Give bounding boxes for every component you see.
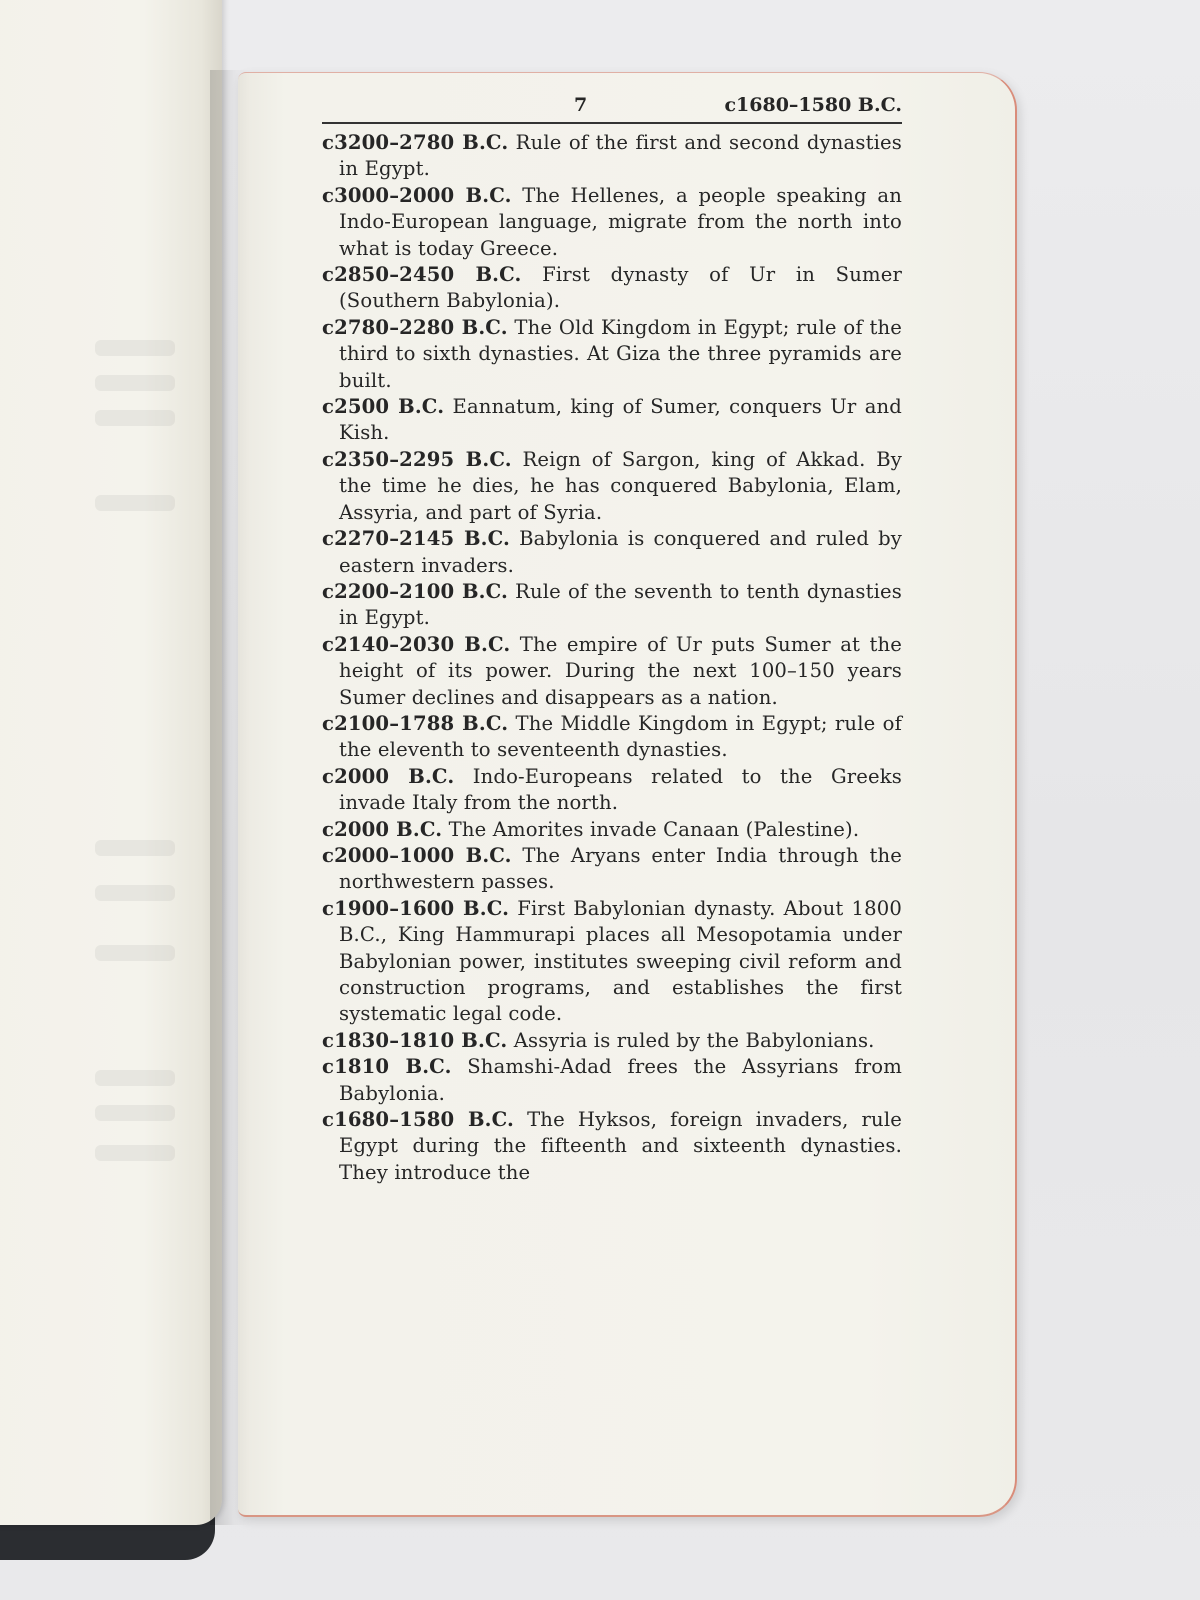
timeline-entry [322, 183, 902, 262]
timeline-entry [322, 526, 902, 579]
entry-date: c2270–2145 B.C. [322, 527, 510, 551]
entry-text: The Old Kingdom in Egypt; rule of the third to sixth dynasties. At Giza the three pyramids are built. [339, 315, 902, 392]
entry-text: The Hellenes, a people speaking an Indo-European language, migrate from the north into what is today Greece. [339, 183, 902, 260]
entry-date: c2500 B.C. [322, 395, 445, 419]
entry-text: First Babylonian dynasty. About 1800 B.C., King Hammurapi places all Mesopotamia under Babylonian power, institutes sweeping civil reform and construction programs, and establishes the first systematic legal code. [339, 896, 903, 1026]
entry-text: Rule of the first and second dynasties in Egypt. [339, 131, 902, 181]
entry-date: c2100–1788 B.C. [322, 711, 509, 735]
show-through-text [95, 1070, 175, 1086]
entry-date: c2000 B.C. [322, 817, 443, 841]
entry-text: Shamshi-Adad frees the Assyrians from Babylonia. [339, 1055, 902, 1105]
entry-text: Reign of Sargon, king of Akkad. By the time he dies, he has conquered Babylonia, Elam, Assyria, and part of Syria. [339, 447, 902, 524]
show-through-text [95, 1105, 175, 1121]
entry-text: The Hyksos, foreign invaders, rule Egypt during the fifteenth and sixteenth dynasties. They introduce the [339, 1108, 902, 1184]
timeline-entry [322, 130, 902, 183]
timeline-entry [322, 262, 902, 315]
timeline-entry [322, 1107, 902, 1186]
timeline-entry [322, 579, 902, 632]
entry-date: c1830–1810 B.C. [322, 1028, 508, 1052]
show-through-text [95, 840, 175, 856]
timeline-entry [322, 1054, 902, 1107]
timeline-entry [322, 1028, 902, 1054]
timeline-entry [322, 711, 902, 764]
entry-date: c2000–1000 B.C. [322, 843, 512, 867]
timeline-entry [322, 843, 902, 896]
page-gutter-shadow [210, 70, 250, 1525]
entry-text: Babylonia is conquered and ruled by eastern invaders. [339, 527, 902, 577]
timeline-entry [322, 394, 902, 447]
entry-text: The Aryans enter India through the northwestern passes. [339, 843, 902, 894]
entry-text: The empire of Ur puts Sumer at the height of its power. During the next 100–150 years Sumer declines and disappears as a nation. [339, 632, 902, 709]
timeline-entry [322, 764, 902, 817]
page-number: 7 [574, 94, 588, 116]
entry-date: c2850–2450 B.C. [322, 263, 522, 287]
entry-text: The Amorites invade Canaan (Palestine). [448, 817, 860, 841]
entry-text: First dynasty of Ur in Sumer (Southern Babylonia). [339, 263, 902, 313]
entry-date: c2200–2100 B.C. [322, 579, 508, 603]
show-through-text [95, 410, 175, 426]
entry-date: c3200–2780 B.C. [322, 131, 509, 154]
entry-text: Indo-Europeans related to the Greeks invade Italy from the north. [339, 764, 902, 815]
page-header [322, 91, 902, 124]
running-head: c1680–1580 B.C. [724, 94, 902, 116]
left-page [0, 0, 222, 1525]
entry-date: c3000–2000 B.C. [322, 183, 512, 207]
right-page [238, 72, 1017, 1517]
entry-date: c2350–2295 B.C. [322, 447, 512, 471]
entry-date: c2140–2030 B.C. [322, 632, 511, 656]
show-through-text [95, 375, 175, 391]
timeline-entries [322, 130, 902, 1186]
entry-date: c2780–2280 B.C. [322, 315, 508, 339]
entry-date: c1810 B.C. [322, 1055, 452, 1079]
timeline-entry [322, 632, 902, 711]
show-through-text [95, 495, 175, 511]
entry-date: c1680–1580 B.C. [322, 1108, 515, 1132]
timeline-entry [322, 447, 902, 526]
entry-text: The Middle Kingdom in Egypt; rule of the eleventh to seventeenth dynasties. [339, 711, 902, 762]
timeline-entry [322, 817, 902, 843]
timeline-entry [322, 896, 902, 1028]
entry-text: Eannatum, king of Sumer, conquers Ur and Kish. [339, 395, 903, 445]
show-through-text [95, 340, 175, 356]
show-through-text [95, 945, 175, 961]
entry-date: c1900–1600 B.C. [322, 896, 510, 920]
timeline-entry [322, 315, 902, 394]
entry-text: Rule of the seventh to tenth dynasties in Egypt. [339, 579, 902, 630]
page-content [322, 91, 902, 1186]
show-through-text [95, 885, 175, 901]
entry-text: Assyria is ruled by the Babylonians. [513, 1028, 875, 1052]
show-through-text [95, 1145, 175, 1161]
entry-date: c2000 B.C. [322, 764, 455, 788]
